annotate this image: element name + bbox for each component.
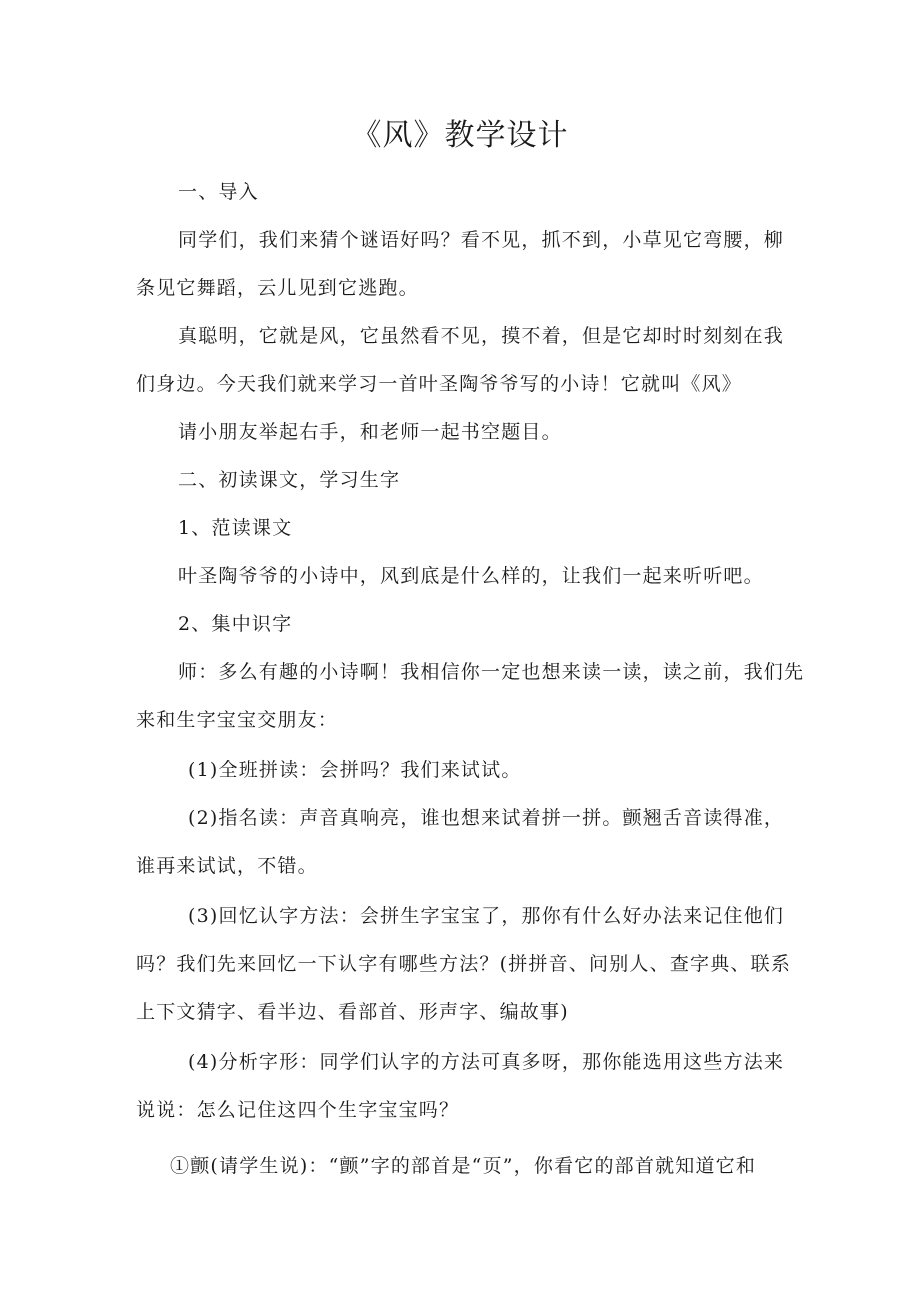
paragraph-line: 请小朋友举起右手，和老师一起书空题目。 — [178, 421, 562, 443]
paragraph-line: 说说：怎么记住这四个生字宝宝吗？ — [136, 1099, 460, 1121]
subheading-character-learning: 2、集中识字 — [178, 613, 293, 635]
paragraph-line: 师：多么有趣的小诗啊！我相信你一定也想来读一读，读之前，我们先 — [178, 661, 805, 683]
list-item: (4)分析字形：同学们认字的方法可真多呀，那你能选用这些方法来 — [188, 1051, 785, 1073]
section-heading-intro: 一、导入 — [178, 181, 259, 203]
paragraph-line: 真聪明，它就是风，它虽然看不见，摸不着，但是它却时时刻刻在我 — [178, 325, 785, 347]
list-item: (1)全班拼读：会拼吗？我们来试试。 — [188, 759, 522, 781]
list-item: (3)回忆认字方法：会拼生字宝宝了，那你有什么好办法来记住他们 — [188, 905, 785, 927]
list-item: ①颤(请学生说)：“颤”字的部首是“页”，你看它的部首就知道它和 — [170, 1155, 757, 1177]
paragraph-line: 上下文猜字、看半边、看部首、形声字、编故事) — [136, 1001, 569, 1023]
paragraph-line: 吗？我们先来回忆一下认字有哪些方法？(拼拼音、问别人、查字典、联系 — [136, 953, 792, 975]
paragraph-line: 谁再来试试，不错。 — [136, 855, 318, 877]
paragraph-line: 们身边。今天我们就来学习一首叶圣陶爷爷写的小诗！它就叫《风》 — [136, 373, 743, 395]
paragraph-line: 叶圣陶爷爷的小诗中，风到底是什么样的，让我们一起来听听吧。 — [178, 565, 764, 587]
section-heading-reading: 二、初读课文，学习生字 — [178, 469, 401, 491]
paragraph-line: 条见它舞蹈，云儿见到它逃跑。 — [136, 277, 419, 299]
paragraph-line: 同学们，我们来猜个谜语好吗？看不见，抓不到，小草见它弯腰，柳 — [178, 229, 785, 251]
paragraph-line: 来和生字宝宝交朋友： — [136, 709, 339, 731]
list-item: (2)指名读：声音真响亮，谁也想来试着拼一拼。颤翘舌音读得准， — [188, 807, 785, 829]
document-title: 《风》教学设计 — [351, 118, 569, 153]
subheading-model-reading: 1、范读课文 — [178, 517, 293, 539]
